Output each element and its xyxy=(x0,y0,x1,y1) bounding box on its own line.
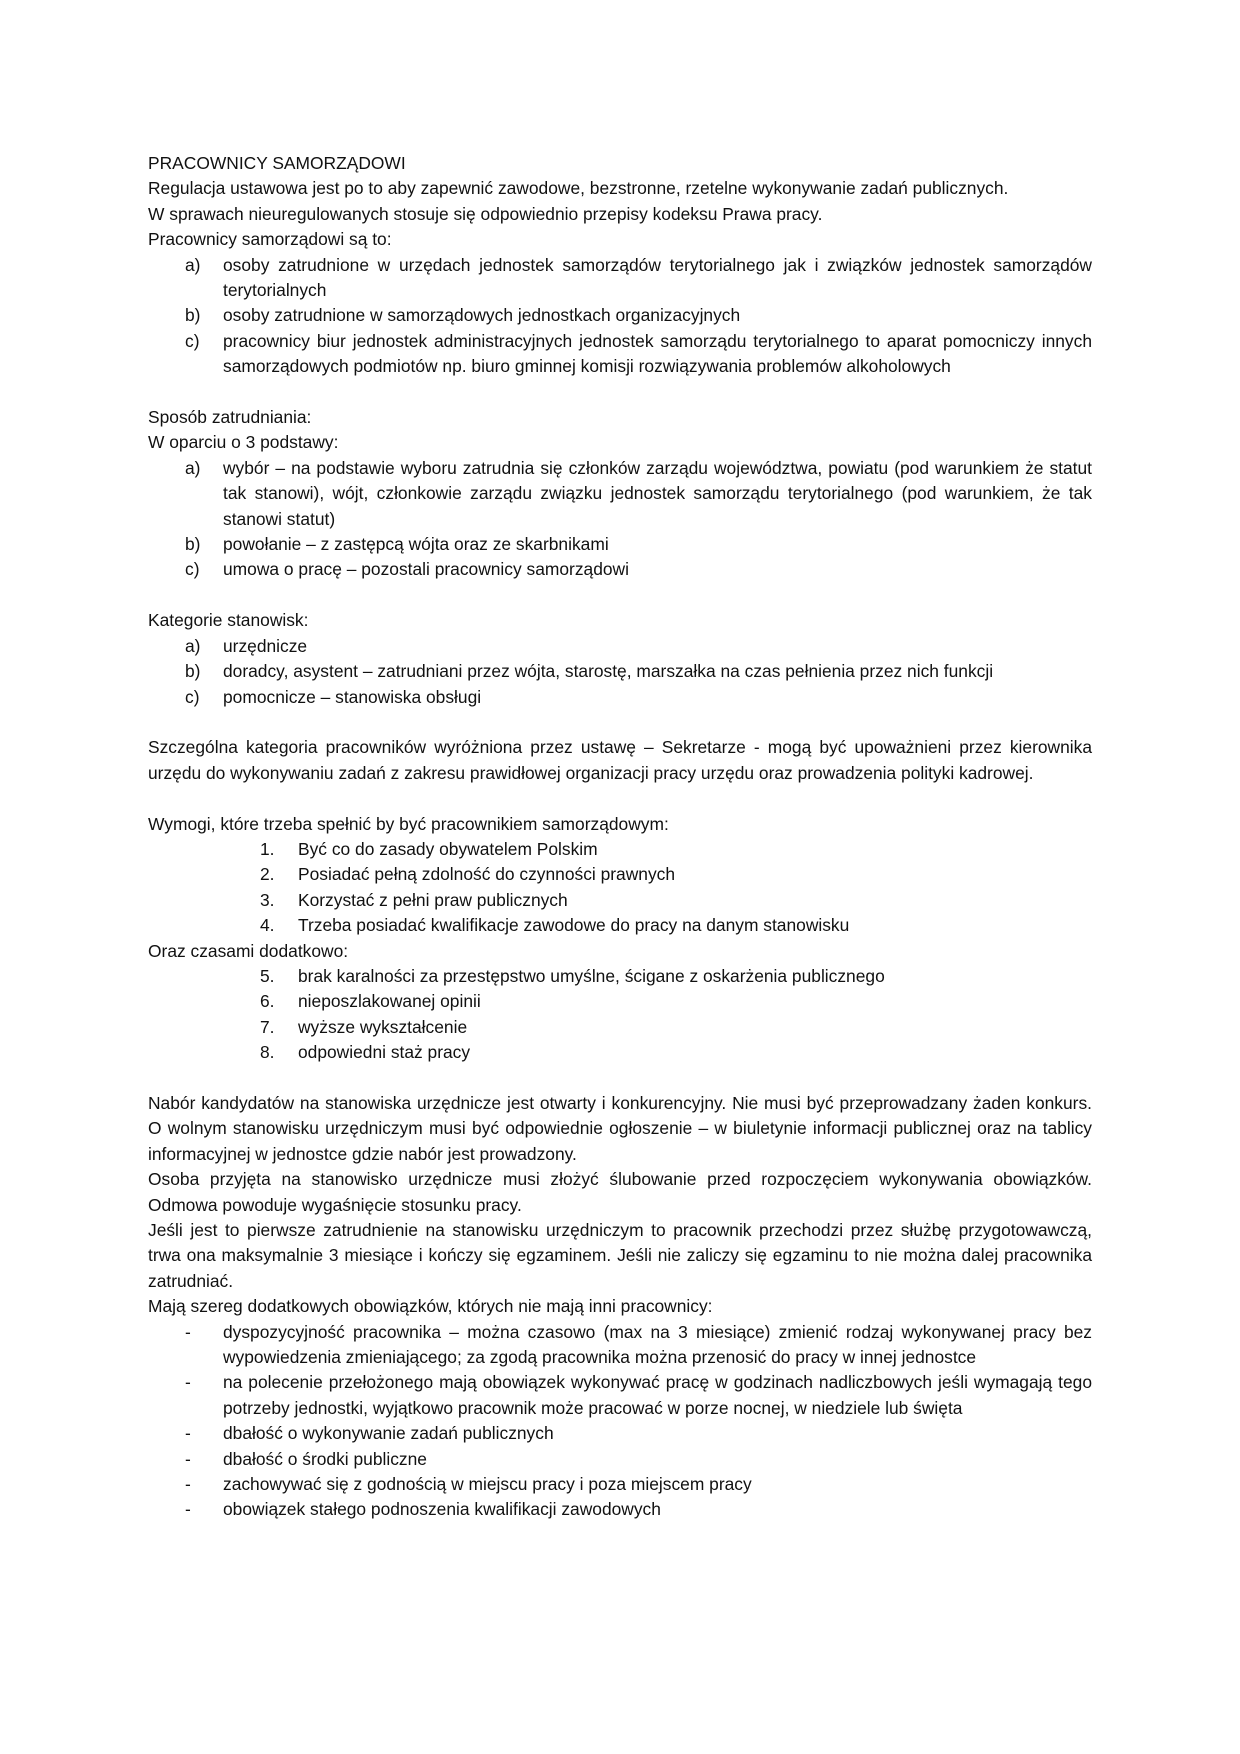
list-item xyxy=(148,532,1092,557)
list-item-text: obowiązek stałego podnoszenia kwalifikacji zawodowych xyxy=(223,1499,661,1520)
spacer xyxy=(148,786,1092,811)
list-marker: b) xyxy=(185,305,201,326)
list-marker: - xyxy=(185,1372,191,1393)
list-item xyxy=(148,303,1092,328)
list-marker: b) xyxy=(185,534,201,555)
list-item xyxy=(148,888,1092,913)
list-item xyxy=(148,634,1092,659)
list-item-text: dyspozycyjność pracownika – można czasowo (max na 3 miesiące) zmienić rodzaj wykonywanej pracy bez wypowiedzenia zmieniającego; za zgodą pracownika można przenosić do pracy w innej jednostce xyxy=(223,1321,1092,1368)
list-item xyxy=(148,1447,1092,1472)
list-item-text: Być co do zasady obywatelem Polskim xyxy=(298,838,598,859)
list-marker: 3. xyxy=(260,889,275,910)
secretaries-paragraph: Szczególna kategoria pracowników wyróżniona przez ustawę – Sekretarze - mogą być upoważnieni przez kierownika urzędu do wykonywaniu zadań z zakresu prawidłowej organizacji pracy urzędu oraz prowadzenia polityki kadrowej. xyxy=(148,737,1092,783)
list-item-text: Posiadać pełną zdolność do czynności prawnych xyxy=(298,864,676,885)
list-item-text: umowa o pracę – pozostali pracownicy samorządowi xyxy=(223,559,629,580)
list-item-text: nieposzlakowanej opinii xyxy=(298,991,481,1012)
list-marker: - xyxy=(185,1321,191,1342)
list-marker: - xyxy=(185,1474,191,1495)
list-marker: c) xyxy=(185,686,200,707)
list-item-text: Trzeba posiadać kwalifikacje zawodowe do pracy na danym stanowisku xyxy=(298,915,850,936)
list-item-text: dbałość o środki publiczne xyxy=(223,1448,427,1469)
list-marker: a) xyxy=(185,254,201,275)
list-marker: 4. xyxy=(260,915,275,936)
list-item-text: dbałość o wykonywanie zadań publicznych xyxy=(223,1423,554,1444)
list-item-text: zachowywać się z godnością w miejscu pracy i poza miejscem pracy xyxy=(223,1474,752,1495)
list-marker: 6. xyxy=(260,991,275,1012)
list-item xyxy=(148,1421,1092,1446)
list-item xyxy=(148,659,1092,684)
list-item-text: osoby zatrudnione w samorządowych jednostkach organizacyjnych xyxy=(223,305,741,326)
list-marker: a) xyxy=(185,457,201,478)
list-item xyxy=(148,1040,1092,1065)
list-item-text: Korzystać z pełni praw publicznych xyxy=(298,889,568,910)
section-heading: Sposób zatrudniania: xyxy=(148,407,312,428)
list-marker: - xyxy=(185,1423,191,1444)
intro-paragraph: Regulacja ustawowa jest po to aby zapewnić zawodowe, bezstronne, rzetelne wykonywanie zadań publicznych. xyxy=(148,178,1009,199)
list-item-text: osoby zatrudnione w urzędach jednostek samorządów terytorialnego jak i związków jednostek samorządów terytorialnych xyxy=(223,254,1092,301)
list-item-text: powołanie – z zastępcą wójta oraz ze skarbnikami xyxy=(223,534,609,555)
employment-list xyxy=(148,456,1092,583)
list-item-text: odpowiedni staż pracy xyxy=(298,1042,471,1063)
extra-requirements-list xyxy=(148,964,1092,1066)
list-item xyxy=(148,964,1092,989)
list-marker: 8. xyxy=(260,1042,275,1063)
spacer xyxy=(148,710,1092,735)
list-marker: 2. xyxy=(260,864,275,885)
list-item-text: wyższe wykształcenie xyxy=(298,1016,468,1037)
list-item xyxy=(148,329,1092,380)
list-item-text: pomocnicze – stanowiska obsługi xyxy=(223,686,482,707)
who-list xyxy=(148,253,1092,380)
list-marker: a) xyxy=(185,635,201,656)
list-item xyxy=(148,685,1092,710)
list-marker: c) xyxy=(185,330,200,351)
list-marker: 7. xyxy=(260,1016,275,1037)
list-item xyxy=(148,456,1092,532)
list-marker: b) xyxy=(185,661,201,682)
intro-paragraph: W sprawach nieuregulowanych stosuje się odpowiednio przepisy kodeksu Prawa pracy. xyxy=(148,203,823,224)
list-item-text: doradcy, asystent – zatrudniani przez wójta, starostę, marszałka na czas pełnienia przez nich funkcji xyxy=(223,661,994,682)
document-title: PRACOWNICY SAMORZĄDOWI xyxy=(148,153,406,173)
section-subheading: Oraz czasami dodatkowo: xyxy=(148,940,349,961)
list-item xyxy=(148,837,1092,862)
recruitment-paragraph: Mają szereg dodatkowych obowiązków, których nie mają inni pracownicy: xyxy=(148,1296,713,1317)
list-marker: - xyxy=(185,1499,191,1520)
list-item-text: na polecenie przełożonego mają obowiązek wykonywać pracę w godzinach nadliczbowych jeśli wymagają tego potrzeby jednostki, wyjątkowo pracownik może pracować w porze nocnej, w niedziele lub święta xyxy=(223,1372,1092,1418)
list-item-text: pracownicy biur jednostek administracyjnych jednostek samorządu terytorialnego to aparat pomocniczy innych samorządowych podmiotów np. biuro gminnej komisji rozwiązywania problemów alkoholowych xyxy=(223,330,1092,377)
list-item xyxy=(148,1370,1092,1421)
spacer xyxy=(148,1066,1092,1091)
list-item xyxy=(148,1472,1092,1497)
intro-paragraph: Pracownicy samorządowi są to: xyxy=(148,229,392,250)
requirements-list xyxy=(148,837,1092,939)
list-item-text: wybór – na podstawie wyboru zatrudnia się członków zarządu województwa, powiatu (pod warunkiem że statut tak stanowi), wójt, członkowie zarządu związku jednostek samorządu terytorialnego (pod warunkiem, że tak stanowi statut) xyxy=(223,457,1092,529)
list-item xyxy=(148,1497,1092,1522)
recruitment-paragraph: Osoba przyjęta na stanowisko urzędnicze musi złożyć ślubowanie przed rozpoczęciem wykonywania obowiązków. Odmowa powoduje wygaśnięcie stosunku pracy. xyxy=(148,1169,1092,1215)
list-item xyxy=(148,862,1092,887)
spacer xyxy=(148,380,1092,405)
list-item xyxy=(148,913,1092,938)
list-item-text: urzędnicze xyxy=(223,635,308,656)
duties-list xyxy=(148,1320,1092,1523)
section-heading: Wymogi, które trzeba spełnić by być pracownikiem samorządowym: xyxy=(148,813,669,834)
list-item xyxy=(148,989,1092,1014)
section-heading: Kategorie stanowisk: xyxy=(148,610,309,631)
list-item xyxy=(148,253,1092,304)
list-item xyxy=(148,1320,1092,1371)
list-marker: 1. xyxy=(260,838,275,859)
recruitment-paragraph: Jeśli jest to pierwsze zatrudnienie na stanowisku urzędniczym to pracownik przechodzi przez służbę przygotowawczą, trwa ona maksymalnie 3 miesiące i kończy się egzaminem. Jeśli nie zaliczy się egzaminu to nie można dalej pracownika zatrudniać. xyxy=(148,1219,1092,1291)
categories-list xyxy=(148,634,1092,710)
list-item-text: brak karalności za przestępstwo umyślne, ścigane z oskarżenia publicznego xyxy=(298,965,885,986)
recruitment-paragraph: Nabór kandydatów na stanowiska urzędnicze jest otwarty i konkurencyjny. Nie musi być przeprowadzany żaden konkurs. O wolnym stanowisku urzędniczym musi być odpowiednie ogłoszenie – w biuletynie informacji publicznej oraz na tablicy informacyjnej w jednostce gdzie nabór jest prowadzony. xyxy=(148,1092,1092,1164)
list-item xyxy=(148,1015,1092,1040)
list-marker: c) xyxy=(185,559,200,580)
list-marker: - xyxy=(185,1448,191,1469)
section-subheading: W oparciu o 3 podstawy: xyxy=(148,432,339,453)
list-marker: 5. xyxy=(260,965,275,986)
spacer xyxy=(148,583,1092,608)
list-item xyxy=(148,557,1092,582)
